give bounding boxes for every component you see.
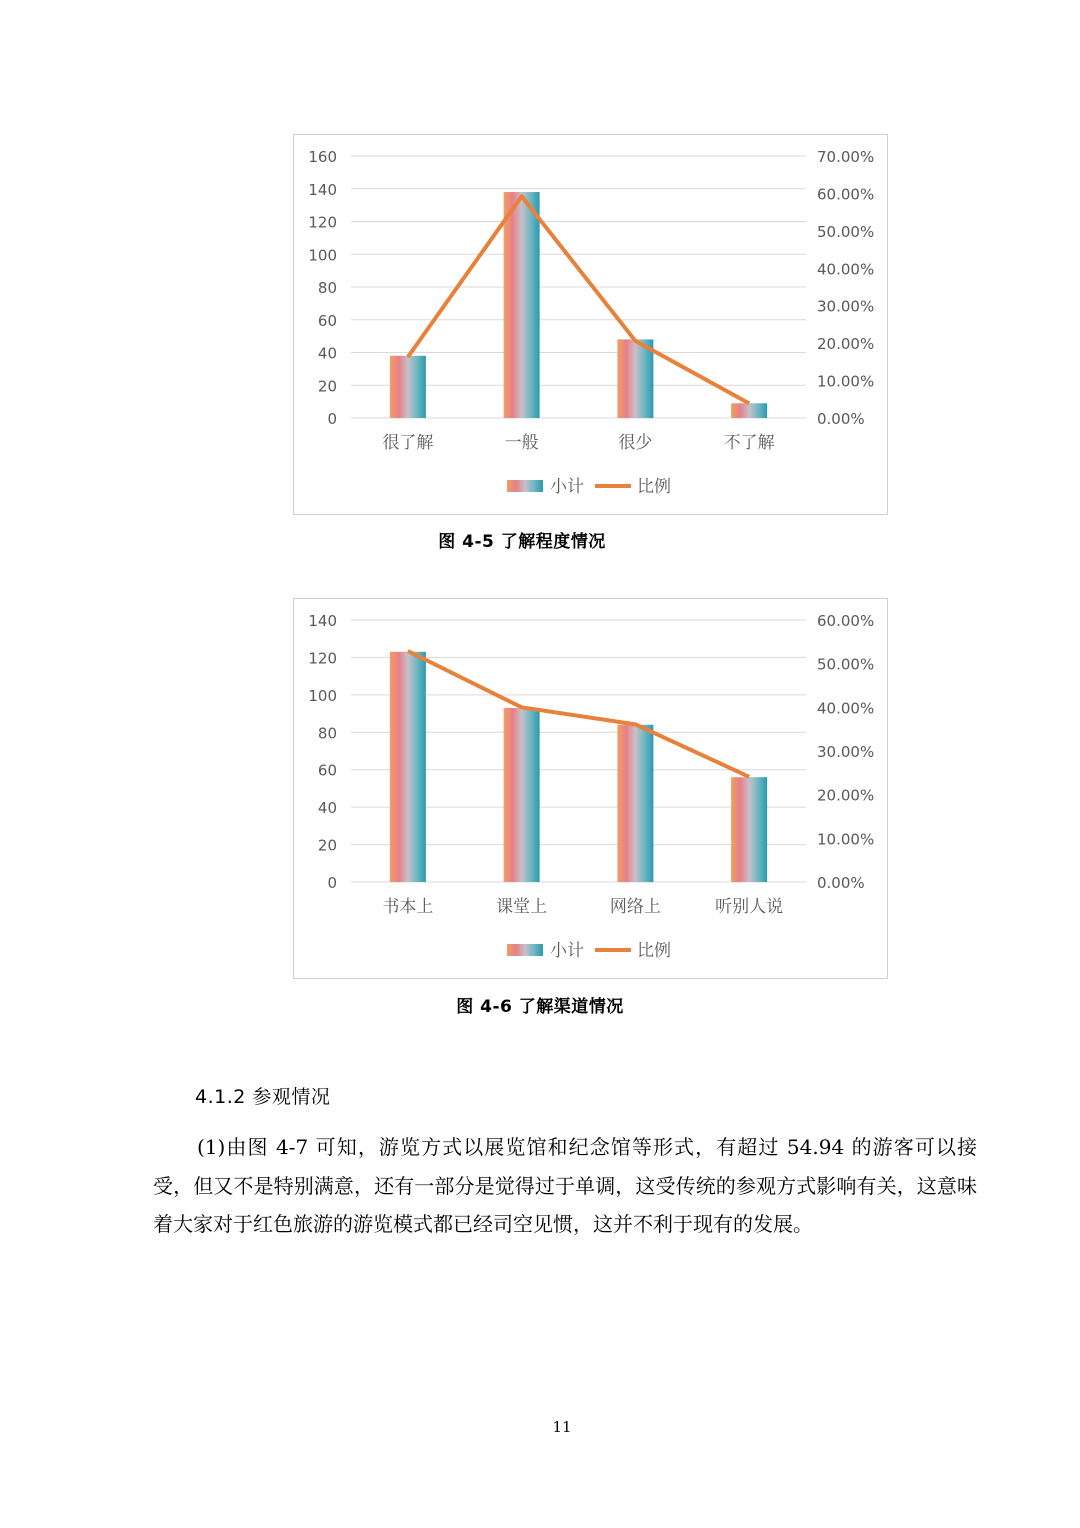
legend-label-subtotal: 小计 — [550, 477, 584, 497]
y-left-tick-label: 20 — [317, 836, 337, 855]
x-category-label: 网络上 — [609, 897, 661, 917]
legend-bar-swatch — [507, 944, 543, 956]
legend-bar-swatch — [507, 480, 543, 492]
y-left-tick-label: 40 — [317, 799, 337, 818]
y-left-tick-label: 20 — [317, 377, 337, 396]
y-left-tick-label: 100 — [308, 686, 337, 705]
bar — [504, 708, 540, 882]
x-category-label: 不了解 — [723, 433, 775, 453]
y-left-tick-label: 160 — [308, 148, 337, 166]
y-right-tick-label: 30.00% — [817, 297, 875, 316]
bar — [390, 652, 426, 882]
legend — [507, 477, 671, 497]
y-left-tick-label: 120 — [308, 649, 337, 668]
y-left-tick-label: 0 — [327, 874, 337, 892]
y-right-tick-label: 10.00% — [817, 372, 875, 391]
y-right-tick-label: 60.00% — [817, 185, 875, 204]
chart-understanding-channel — [293, 598, 888, 979]
section-heading: 4.1.2 参观情况 — [195, 1086, 331, 1108]
chart-2-svg — [294, 599, 889, 980]
y-left-tick-label: 60 — [317, 311, 337, 330]
body-paragraph: (1)由图 4-7 可知，游览方式以展览馆和纪念馆等形式，有超过 54.94 的游客可以接受，但又不是特别满意，还有一部分是觉得过于单调，这受传统的参观方式影响有关，这意味着大家对于红色旅游的游览模式都已经司空见惯，这并不利于现有的发展。 — [153, 1135, 977, 1236]
y-left-tick-label: 60 — [317, 761, 337, 780]
x-category-label: 很少 — [618, 433, 653, 453]
series-line — [408, 651, 749, 777]
x-category-label: 一般 — [504, 433, 539, 453]
y-right-tick-label: 20.00% — [817, 335, 875, 354]
y-left-tick-label: 140 — [308, 612, 337, 630]
y-right-tick-label: 70.00% — [817, 148, 875, 166]
y-left-tick-label: 100 — [308, 246, 337, 265]
x-category-label: 很了解 — [382, 433, 434, 453]
y-left-tick-label: 80 — [317, 279, 337, 297]
y-right-tick-label: 40.00% — [817, 260, 875, 279]
legend — [507, 941, 671, 961]
x-category-label: 听别人说 — [715, 897, 784, 917]
bar — [390, 356, 426, 418]
y-left-tick-label: 0 — [327, 410, 337, 428]
legend-label-ratio: 比例 — [637, 477, 671, 497]
series-line — [408, 196, 749, 403]
y-left-tick-label: 140 — [308, 180, 337, 199]
y-right-tick-label: 50.00% — [817, 655, 875, 674]
y-left-tick-label: 120 — [308, 213, 337, 232]
bar — [731, 403, 767, 418]
y-right-tick-label: 50.00% — [817, 222, 875, 241]
y-right-tick-label: 40.00% — [817, 699, 875, 718]
y-right-tick-label: 0.00% — [817, 410, 865, 428]
bar — [617, 725, 653, 882]
y-right-tick-label: 30.00% — [817, 743, 875, 761]
x-category-label: 课堂上 — [496, 897, 548, 917]
bar — [504, 192, 540, 418]
y-right-tick-label: 20.00% — [817, 786, 875, 805]
chart-1-svg — [294, 135, 889, 516]
y-right-tick-label: 60.00% — [817, 612, 875, 630]
bar — [617, 339, 653, 418]
figure-caption-4-6: 图 4-6 了解渠道情况 — [456, 997, 624, 1017]
x-category-label: 书本上 — [382, 897, 434, 917]
bar — [731, 777, 767, 882]
figure-caption-4-5: 图 4-5 了解程度情况 — [438, 532, 606, 552]
legend-label-subtotal: 小计 — [550, 941, 584, 961]
y-left-tick-label: 80 — [317, 724, 337, 743]
legend-label-ratio: 比例 — [637, 941, 671, 961]
y-right-tick-label: 0.00% — [817, 874, 865, 892]
chart-understanding-level — [293, 134, 888, 515]
y-left-tick-label: 40 — [317, 344, 337, 363]
y-right-tick-label: 10.00% — [817, 830, 875, 849]
page-number: 11 — [552, 1418, 572, 1436]
